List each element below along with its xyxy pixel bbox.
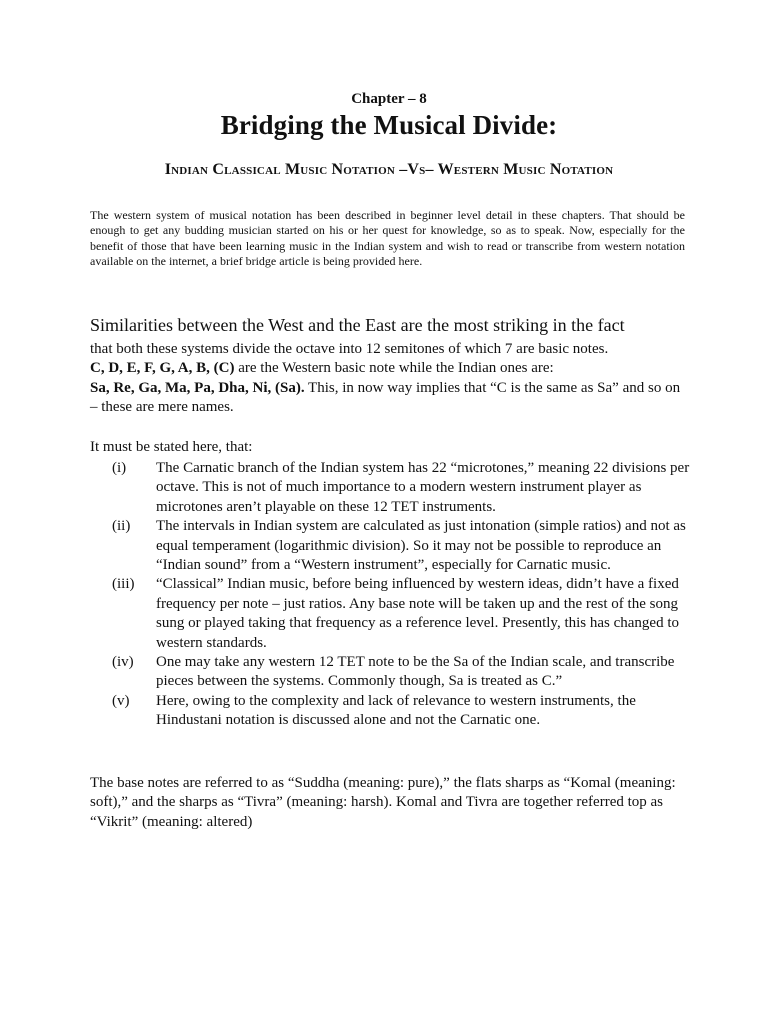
page-title: Bridging the Musical Divide: (220, 110, 558, 140)
list-item-number: (iv) (112, 654, 134, 671)
closing-paragraph: The base notes are referred to as “Suddha (meaning: pure),” the flats sharps as “Komal (meaning: soft),” and the sharps as “Tivra” (meaning: harsh). Komal and Tivra are together referred top as “Vikrit” (meaning: altered) (90, 775, 676, 830)
list-item-number: (ii) (112, 518, 131, 535)
list-item-text: “Classical” Indian music, before being influenced by western ideas, didn’t have a fixed frequency per note – just ratios. Any base note will be taken up and the rest of the song sung or played taking that frequency as a reference level. Presently, this has changed to western standards. (156, 576, 680, 651)
indian-notes: Sa, Re, Ga, Ma, Pa, Dha, Ni, (Sa). (90, 379, 305, 396)
list-item (90, 692, 690, 731)
western-notes: C, D, E, F, G, A, B, (C) (90, 360, 235, 377)
list-item (90, 575, 690, 653)
intro-paragraph: The western system of musical notation has been described in beginner level detail in these chapters. That should be enough to get any budding musician started on his or her quest for knowledge, so as to speak. Now, especially for the benefit of those that have been learning music in the Indian system and wish to read or transcribe from western notation available on the internet, a brief bridge article is being provided here. (90, 208, 685, 268)
chapter-label: Chapter – 8 (351, 91, 427, 107)
list-item (90, 653, 690, 692)
western-suffix: are the Western basic note while the Indian ones are: (234, 360, 554, 377)
list-item-number: (v) (112, 692, 130, 709)
list-item-text: The intervals in Indian system are calculated as just intonation (simple ratios) and not as equal temperament (logarithmic division). So it may not be possible to reproduce an “Indian sound” from a “Western instrument”, especially for Carnatic music. (156, 518, 686, 574)
points-list (90, 459, 690, 731)
similarities-lead: Similarities between the West and the East are the most striking in the fact (90, 315, 625, 335)
list-item-text: One may take any western 12 TET note to be the Sa of the Indian scale, and transcribe pieces between the systems. Commonly though, Sa is treated as C.” (156, 654, 675, 690)
indian-suffix: This, in now way implies that “C is the same as Sa” and so on – these are mere names. (90, 379, 681, 416)
similarities-line2: that both these systems divide the octave into 12 semitones of which 7 are basic notes. (90, 341, 609, 357)
list-item-text: Here, owing to the complexity and lack of relevance to western instruments, the Hindustani notation is discussed alone and not the Carnatic one. (156, 692, 636, 729)
list-item (90, 517, 690, 575)
page-subtitle: Indian Classical Music Notation –Vs– Western Music Notation (164, 161, 614, 178)
list-item-number: (i) (112, 460, 127, 476)
list-item (90, 459, 690, 517)
list-item-text: The Carnatic branch of the Indian system has 22 “microtones,” meaning 22 divisions per octave. This is not of much importance to a modern western instrument player as microtones aren’t playable on these 12 TET instruments. (156, 460, 690, 515)
similarities-paragraph (90, 340, 690, 418)
stated-intro: It must be stated here, that: (90, 439, 253, 455)
list-item-number: (iii) (112, 576, 135, 593)
